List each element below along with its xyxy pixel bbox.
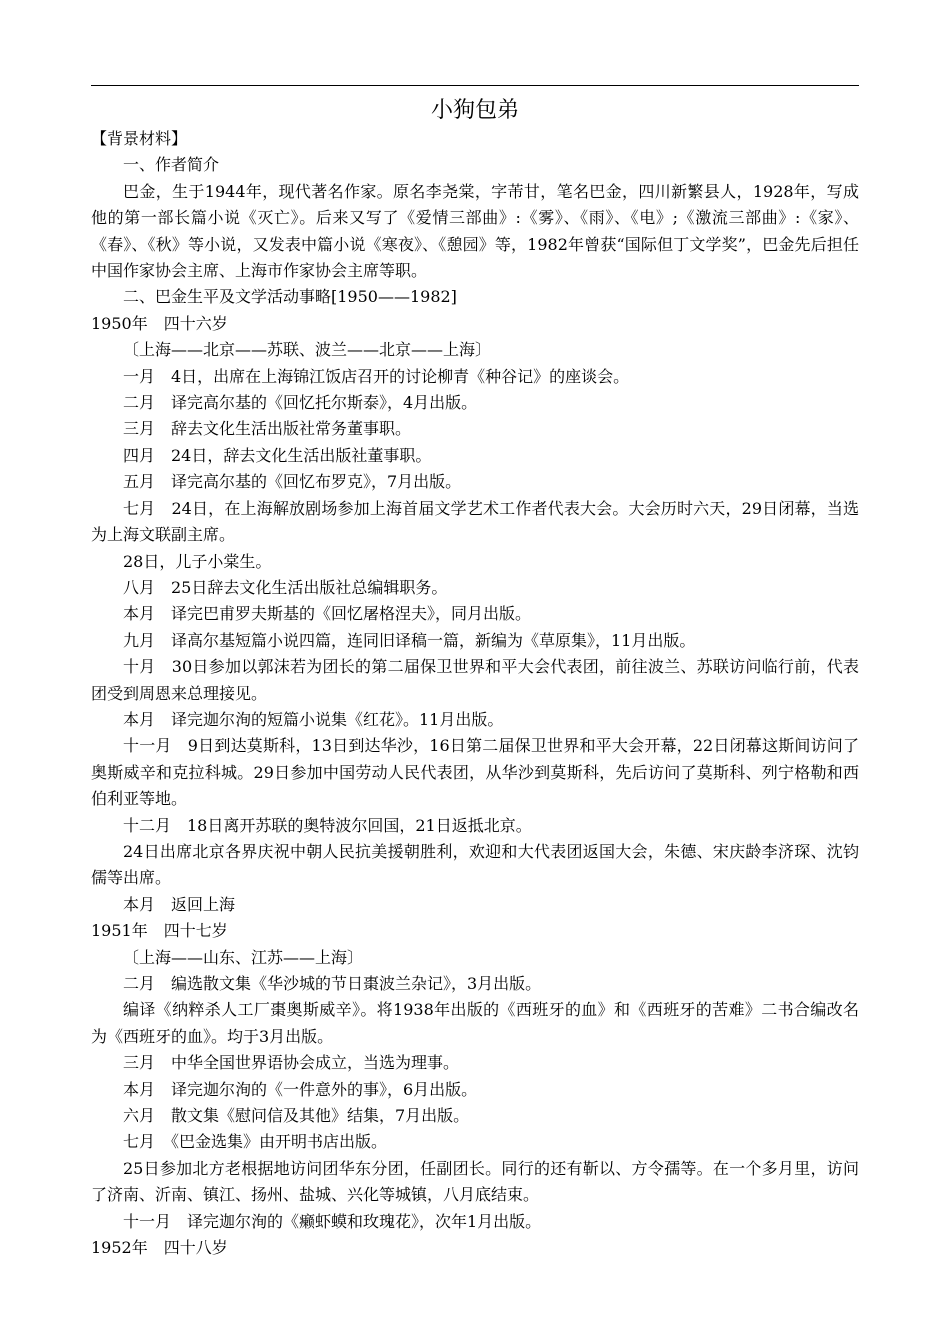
entry-1950-jan: 一月 4日，出席在上海锦江饭店召开的讨论柳青《种谷记》的座谈会。 xyxy=(123,366,630,386)
entry-1950-feb: 二月 译完高尔基的《回忆托尔斯泰》，4月出版。 xyxy=(123,393,478,413)
entry-1951-jul: 七月 《巴金选集》由开明书店出版。 xyxy=(123,1132,388,1152)
header-rule xyxy=(91,85,859,86)
author-bio-paragraph: 巴金，生于1944年，现代著名作家。原名李尧棠，字芾甘，笔名巴金，四川新繁县人，1928年，写成他的第一部长篇小说《灭亡》。后来又写了《爱情三部曲》:《雾》、《雨》、《电》;《激流三部曲》:《家》、《春》、《秋》等小说，又发表中篇小说《寒夜》、《憩园》等，1982年曾获“国际但丁文学奖”，巴金先后担任中国作家协会主席、上海市作家协会主席等职。 xyxy=(91,181,859,281)
section-heading-background: 【背景材料】 xyxy=(91,129,188,148)
entry-1950-may: 五月 译完高尔基的《回忆布罗克》，7月出版。 xyxy=(123,472,462,492)
year-heading-1951: 1951年 四十七岁 xyxy=(91,921,228,941)
entry-1951-nov: 十一月 译完迦尔洵的《癞虾蟆和玫瑰花》，次年1月出版。 xyxy=(123,1211,542,1231)
entry-1951-jun: 六月 散文集《慰问信及其他》结集，7月出版。 xyxy=(123,1106,470,1126)
year-heading-1950: 1950年 四十六岁 xyxy=(91,313,228,333)
entry-1950-sep: 九月 译高尔基短篇小说四篇，连同旧译稿一篇，新编为《草原集》，11月出版。 xyxy=(123,630,696,650)
entry-1951-feb: 二月 编选散文集《华沙城的节日棗波兰杂记》，3月出版。 xyxy=(123,974,542,993)
entry-1950-jul-28: 28日，儿子小棠生。 xyxy=(123,551,272,571)
route-1951: 〔上海——山东、江苏——上海〕 xyxy=(123,947,364,967)
entry-1950-nov: 十一月 9日到达莫斯科，13日到达华沙，16日第二届保卫世界和平大会开幕，22日闭幕这斯间访问了奥斯威辛和克拉科城。29日参加中国劳动人民代表团，从华沙到莫斯科，先后访问了莫斯科、列宁格勒和西伯利亚等地。 xyxy=(91,736,859,809)
entry-1950-dec-month: 本月 返回上海 xyxy=(123,894,236,914)
entry-1950-jul: 七月 24日，在上海解放剧场参加上海首届文学艺术工作者代表大会。大会历时六天，29日闭幕，当选为上海文联副主席。 xyxy=(91,498,859,545)
entry-1950-aug-month: 本月 译完巴甫罗夫斯基的《回忆屠格涅夫》，同月出版。 xyxy=(123,604,532,624)
year-heading-1952: 1952年 四十八岁 xyxy=(91,1238,228,1258)
entry-1951-mar: 三月 中华全国世界语协会成立，当选为理事。 xyxy=(123,1053,460,1073)
subheading-life-events: 二、巴金生平及文学活动事略[1950——1982] xyxy=(123,287,457,307)
page-title: 小狗包弟 xyxy=(430,98,519,123)
entry-1950-dec: 十二月 18日离开苏联的奥特波尔回国，21日返抵北京。 xyxy=(123,815,532,835)
document-body xyxy=(91,126,859,1261)
route-1950: 〔上海——北京——苏联、波兰——北京——上海〕 xyxy=(123,340,492,360)
entry-1950-aug: 八月 25日辞去文化生活出版社总编辑职务。 xyxy=(123,577,448,597)
entry-1950-mar: 三月 辞去文化生活出版社常务董事职。 xyxy=(123,419,412,439)
entry-1950-dec-24: 24日出席北京各界庆祝中朝人民抗美援朝胜利，欢迎和大代表团返国大会，朱德、宋庆龄李济琛、沈钧儒等出席。 xyxy=(91,841,859,888)
entry-1950-oct: 十月 30日参加以郭沫若为团长的第二届保卫世界和平大会代表团，前往波兰、苏联访问临行前，代表团受到周恩来总理接见。 xyxy=(91,657,859,703)
entry-1950-apr: 四月 24日，辞去文化生活出版社董事职。 xyxy=(123,445,432,465)
subheading-author-intro: 一、作者简介 xyxy=(123,155,220,175)
entry-1951-mar-month: 本月 译完迦尔洵的《一件意外的事》，6月出版。 xyxy=(123,1079,478,1099)
entry-1951-jul-25: 25日参加北方老根据地访问团华东分团，任副团长。同行的还有靳以、方令孺等。在一个多月里，访问了济南、沂南、镇江、扬州、盐城、兴化等城镇，八月底结束。 xyxy=(91,1158,859,1205)
entry-1951-feb-translation: 编译《纳粹杀人工厂棗奥斯威辛》。将1938年出版的《西班牙的血》和《西班牙的苦难》二书合编改名为《西班牙的血》。均于3月出版。 xyxy=(91,1000,859,1046)
entry-1950-oct-month: 本月 译完迦尔洵的短篇小说集《红花》。11月出版。 xyxy=(123,709,504,729)
